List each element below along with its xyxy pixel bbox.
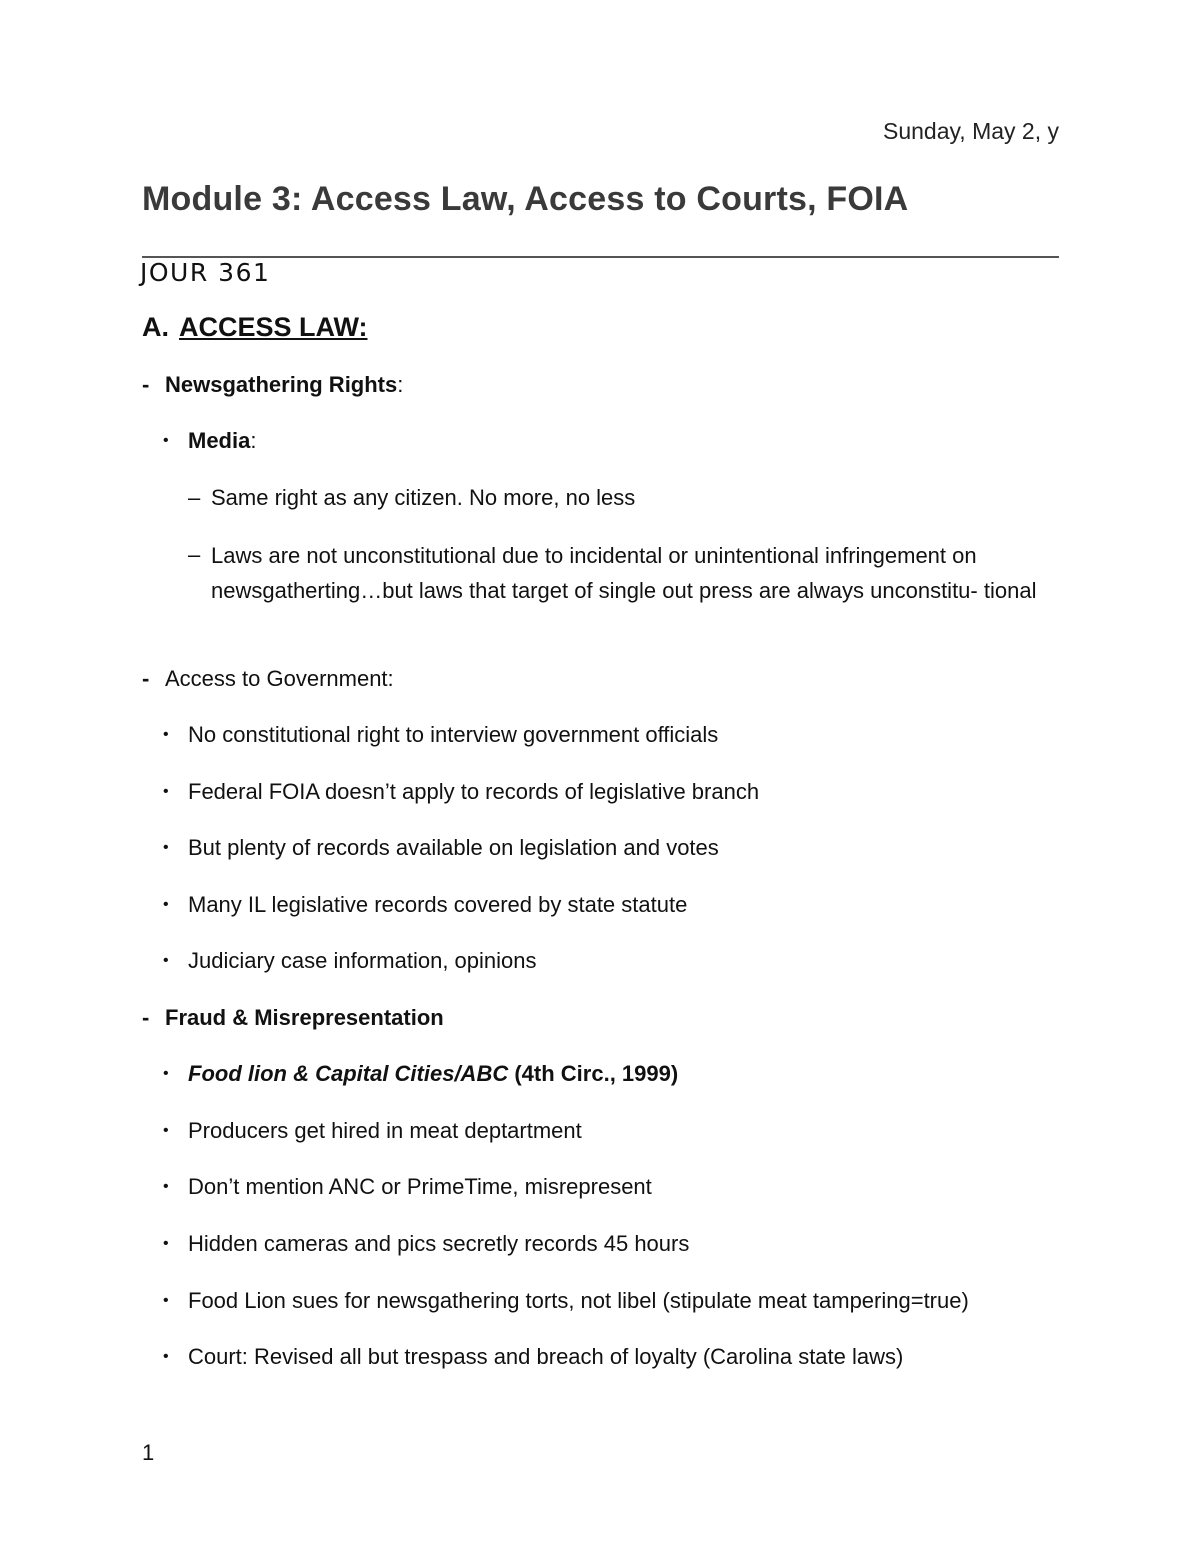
case-name: Food lion & Capital Cities/ABC xyxy=(188,1061,509,1086)
dash-marker: - xyxy=(142,666,150,691)
access-point: Judiciary case information, opinions xyxy=(188,948,537,973)
fraud-point: Food Lion sues for newsgathering torts, not libel (stipulate meat tampering=true) xyxy=(188,1288,969,1313)
title-divider xyxy=(142,256,1059,258)
media-point: Laws are not unconstitutional due to incidental or unintentional infringement on newsgatherting…but laws that target of single out press are always unconstitu- tional xyxy=(211,543,1037,603)
bullet-marker: • xyxy=(163,896,169,913)
bullet-marker: • xyxy=(163,1065,169,1082)
dash-marker: – xyxy=(188,485,201,510)
access-government-label: Access to Government: xyxy=(165,666,394,691)
page-number: 1 xyxy=(142,1440,155,1465)
bullet-marker: • xyxy=(163,1292,169,1309)
bullet-marker: • xyxy=(163,1235,169,1252)
bullet-marker: • xyxy=(163,783,169,800)
case-citation: (4th Circ., 1999) xyxy=(508,1061,679,1086)
dash-marker: - xyxy=(142,1005,150,1030)
newsgathering-label: Newsgathering Rights xyxy=(165,372,398,397)
bullet-marker: • xyxy=(163,432,169,449)
bullet-marker: • xyxy=(163,1178,169,1195)
media-colon: : xyxy=(250,428,257,453)
fraud-point: Court: Revised all but trespass and breach of loyalty (Carolina state laws) xyxy=(188,1344,904,1369)
dash-marker: – xyxy=(188,542,201,567)
course-code: JOUR 361 xyxy=(140,258,271,287)
access-point: Federal FOIA doesn’t apply to records of legislative branch xyxy=(188,779,760,804)
media-label: Media xyxy=(188,428,251,453)
bullet-marker: • xyxy=(163,1348,169,1365)
page-title: Module 3: Access Law, Access to Courts, FOIA xyxy=(142,180,909,218)
section-title: ACCESS LAW: xyxy=(179,312,368,342)
access-point: No constitutional right to interview government officials xyxy=(188,722,719,747)
fraud-point: Don’t mention ANC or PrimeTime, misrepresent xyxy=(188,1174,652,1199)
section-marker: A. xyxy=(142,312,169,342)
bullet-marker: • xyxy=(163,726,169,743)
fraud-label: Fraud & Misrepresentation xyxy=(165,1005,444,1030)
bullet-marker: • xyxy=(163,952,169,969)
section-a-heading xyxy=(142,312,368,343)
document-date: Sunday, May 2, y xyxy=(883,118,1059,144)
bullet-marker: • xyxy=(163,839,169,856)
access-point: But plenty of records available on legislation and votes xyxy=(188,835,719,860)
fraud-point: Hidden cameras and pics secretly records 45 hours xyxy=(188,1231,690,1256)
bullet-marker: • xyxy=(163,1122,169,1139)
dash-marker: - xyxy=(142,372,150,397)
fraud-point: Producers get hired in meat deptartment xyxy=(188,1118,582,1143)
newsgathering-colon: : xyxy=(397,372,404,397)
access-point: Many IL legislative records covered by state statute xyxy=(188,892,688,917)
media-point: Same right as any citizen. No more, no less xyxy=(211,485,636,510)
